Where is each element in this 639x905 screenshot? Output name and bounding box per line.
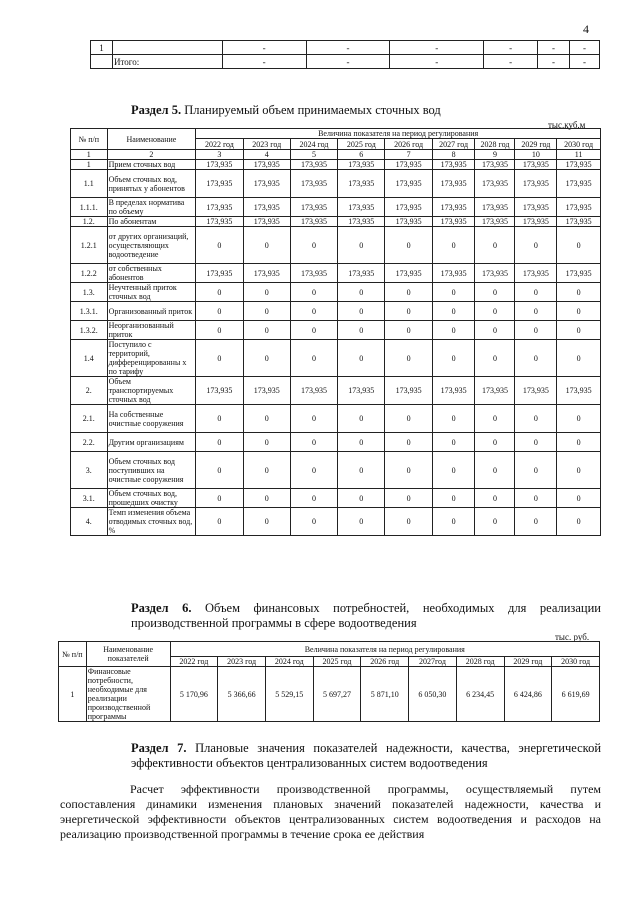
row-number: 3.1. [71, 489, 108, 508]
row-value: 0 [557, 508, 601, 536]
table-cell [112, 41, 222, 55]
row-value: 0 [290, 452, 337, 489]
row-value: 173,935 [557, 377, 601, 405]
row-name: Организованный приток [107, 302, 196, 321]
header-col-number: 1 [71, 150, 108, 160]
table-cell: - [484, 55, 538, 69]
section5-unit: тыс.куб.м [548, 120, 586, 130]
row-value: 0 [515, 321, 557, 340]
row-value: 173,935 [243, 377, 290, 405]
row-name: от собственных абонентов [107, 264, 196, 283]
row-value: 173,935 [290, 264, 337, 283]
row-value: 173,935 [432, 377, 475, 405]
header-year: 2028 год [456, 657, 504, 667]
header-year: 2023 год [243, 139, 290, 150]
row-number: 2. [71, 377, 108, 405]
header-num: № п/п [59, 642, 87, 667]
row-value: 0 [557, 340, 601, 377]
row-name: Поступило с территорий, дифференцированны х по тарифу [107, 340, 196, 377]
row-value: 0 [385, 508, 432, 536]
row-value: 173,935 [432, 198, 475, 217]
table-row [71, 452, 601, 489]
row-value: 173,935 [338, 217, 385, 227]
row-value: 0 [475, 321, 515, 340]
row-value: 0 [557, 227, 601, 264]
row-value: 6 234,45 [456, 667, 504, 722]
table-cell: - [390, 55, 484, 69]
row-value: 6 619,69 [552, 667, 600, 722]
row-value: 0 [515, 340, 557, 377]
row-name: Финансовые потребности, необходимые для реализации производственной программы [86, 667, 170, 722]
row-value: 0 [196, 340, 243, 377]
header-year: 2029 год [515, 139, 557, 150]
row-value: 173,935 [243, 264, 290, 283]
row-value: 173,935 [475, 160, 515, 170]
row-name: Объем сточных вод, прошедших очистку [107, 489, 196, 508]
row-number: 1.1.1. [71, 198, 108, 217]
row-value: 0 [432, 227, 475, 264]
row-value: 0 [338, 340, 385, 377]
table-row [71, 340, 601, 377]
row-number: 1.4 [71, 340, 108, 377]
row-value: 173,935 [515, 217, 557, 227]
row-value: 0 [290, 283, 337, 302]
header-year: 2030 год [557, 139, 601, 150]
table-cell: - [306, 41, 390, 55]
row-value: 0 [196, 283, 243, 302]
row-value: 0 [290, 489, 337, 508]
table-cell: - [222, 41, 306, 55]
row-value: 0 [196, 227, 243, 264]
row-number: 1.3.2. [71, 321, 108, 340]
row-name: Прием сточных вод [107, 160, 196, 170]
row-value: 0 [475, 302, 515, 321]
header-num: № п/п [71, 129, 108, 150]
row-value: 0 [475, 489, 515, 508]
table-cell: - [222, 55, 306, 69]
header-col-number: 3 [196, 150, 243, 160]
row-value: 0 [385, 452, 432, 489]
header-year: 2027 год [432, 139, 475, 150]
row-value: 0 [475, 452, 515, 489]
section7-label: Раздел 7. [131, 741, 187, 755]
row-value: 0 [557, 321, 601, 340]
table-row [71, 377, 601, 405]
row-value: 173,935 [243, 170, 290, 198]
row-number: 1 [71, 160, 108, 170]
row-value: 0 [196, 405, 243, 433]
table-cell: 1 [91, 41, 113, 55]
row-value: 0 [196, 302, 243, 321]
header-col-number: 4 [243, 150, 290, 160]
row-value: 0 [432, 452, 475, 489]
row-value: 0 [338, 405, 385, 433]
header-year: 2023 год [218, 657, 266, 667]
header-col-number: 7 [385, 150, 432, 160]
row-value: 173,935 [243, 198, 290, 217]
section7-heading [131, 741, 601, 771]
row-name: По абонентам [107, 217, 196, 227]
row-value: 0 [385, 489, 432, 508]
row-value: 0 [515, 405, 557, 433]
row-value: 0 [243, 489, 290, 508]
row-value: 0 [557, 283, 601, 302]
row-value: 5 170,96 [170, 667, 218, 722]
header-col-number: 8 [432, 150, 475, 160]
row-number: 3. [71, 452, 108, 489]
row-value: 6 050,30 [409, 667, 457, 722]
row-value: 0 [515, 433, 557, 452]
row-value: 173,935 [475, 217, 515, 227]
section6-label: Раздел 6. [131, 601, 192, 615]
table-cell: - [570, 41, 600, 55]
row-value: 173,935 [432, 170, 475, 198]
header-year: 2025 год [338, 139, 385, 150]
row-number: 4. [71, 508, 108, 536]
row-value: 0 [515, 508, 557, 536]
row-value: 0 [196, 508, 243, 536]
row-value: 0 [196, 433, 243, 452]
table-row [71, 198, 601, 217]
header-year: 2029 год [504, 657, 552, 667]
section6-heading [131, 601, 601, 631]
table-row [59, 667, 600, 722]
row-value: 173,935 [196, 217, 243, 227]
table-cell: - [570, 55, 600, 69]
row-value: 173,935 [385, 198, 432, 217]
row-value: 0 [338, 321, 385, 340]
header-group: Величина показателя на период регулирования [170, 642, 599, 657]
header-col-number: 5 [290, 150, 337, 160]
row-value: 0 [338, 433, 385, 452]
row-value: 0 [385, 340, 432, 377]
row-value: 0 [432, 340, 475, 377]
row-value: 173,935 [515, 264, 557, 283]
row-name: от других организаций, осуществляющих водоотведение [107, 227, 196, 264]
table-row [71, 489, 601, 508]
header-name: Наименование показателей [86, 642, 170, 667]
row-value: 0 [515, 452, 557, 489]
row-value: 173,935 [290, 198, 337, 217]
row-value: 0 [338, 489, 385, 508]
row-value: 0 [515, 283, 557, 302]
header-year: 2024 год [265, 657, 313, 667]
table-cell [91, 55, 113, 69]
row-name: Объем сточных вод, принятых у абонентов [107, 170, 196, 198]
row-name: В пределах норматива по объему [107, 198, 196, 217]
header-col-number: 9 [475, 150, 515, 160]
row-value: 173,935 [196, 198, 243, 217]
row-value: 6 424,86 [504, 667, 552, 722]
row-value: 173,935 [557, 170, 601, 198]
row-value: 173,935 [385, 217, 432, 227]
header-year: 2028 год [475, 139, 515, 150]
row-value: 0 [385, 227, 432, 264]
row-value: 173,935 [196, 377, 243, 405]
table-cell: Итого: [112, 55, 222, 69]
row-value: 173,935 [290, 217, 337, 227]
table-row [71, 433, 601, 452]
row-value: 0 [243, 340, 290, 377]
header-year: 2026 год [361, 657, 409, 667]
table-cell: - [306, 55, 390, 69]
efficiency-paragraph: Расчет эффективности производственной программы, осуществляемый путем сопоставления динамики изменения плановых значений показателей надежности, качества и энергетической эффективности объектов централизованных систем водоотведения и расходов на реализацию производственной программы в течение срока ее действия [60, 782, 601, 841]
row-value: 173,935 [515, 377, 557, 405]
row-value: 0 [338, 302, 385, 321]
row-name: Другим организациям [107, 433, 196, 452]
row-value: 173,935 [290, 377, 337, 405]
row-number: 1.3. [71, 283, 108, 302]
row-value: 0 [475, 283, 515, 302]
row-value: 0 [338, 508, 385, 536]
table-cell: - [538, 55, 570, 69]
row-value: 0 [196, 321, 243, 340]
row-value: 173,935 [338, 377, 385, 405]
row-value: 173,935 [243, 160, 290, 170]
row-value: 5 697,27 [313, 667, 361, 722]
row-value: 0 [196, 452, 243, 489]
row-value: 173,935 [515, 198, 557, 217]
row-number: 1.2.2 [71, 264, 108, 283]
row-value: 173,935 [338, 170, 385, 198]
row-value: 0 [385, 302, 432, 321]
row-value: 0 [432, 508, 475, 536]
header-col-number: 2 [107, 150, 196, 160]
row-value: 0 [243, 321, 290, 340]
row-value: 5 529,15 [265, 667, 313, 722]
row-value: 173,935 [243, 217, 290, 227]
row-value: 173,935 [557, 217, 601, 227]
row-value: 0 [515, 227, 557, 264]
row-value: 0 [243, 508, 290, 536]
header-year: 2027год [409, 657, 457, 667]
row-name: Темп изменения объема отводимых сточных вод, % [107, 508, 196, 536]
row-value: 0 [385, 321, 432, 340]
header-year: 2022 год [170, 657, 218, 667]
table-row [91, 41, 600, 55]
row-value: 5 366,66 [218, 667, 266, 722]
row-value: 0 [515, 489, 557, 508]
table-row [71, 302, 601, 321]
row-name: Неорганизованный приток [107, 321, 196, 340]
row-value: 0 [290, 340, 337, 377]
row-value: 0 [290, 321, 337, 340]
row-value: 0 [557, 405, 601, 433]
row-value: 173,935 [475, 198, 515, 217]
row-value: 173,935 [290, 170, 337, 198]
row-value: 173,935 [432, 160, 475, 170]
row-value: 0 [290, 227, 337, 264]
table-row [71, 321, 601, 340]
header-group: Величина показателя на период регулирования [196, 129, 601, 139]
row-value: 173,935 [338, 264, 385, 283]
table-row [71, 283, 601, 302]
row-name: Объем сточных вод поступивших на очистные сооружения [107, 452, 196, 489]
row-value: 0 [290, 508, 337, 536]
header-name: Наименование [107, 129, 196, 150]
table-row [71, 405, 601, 433]
row-value: 173,935 [385, 160, 432, 170]
row-number: 2.1. [71, 405, 108, 433]
row-value: 173,935 [475, 264, 515, 283]
row-value: 173,935 [557, 160, 601, 170]
row-value: 0 [196, 489, 243, 508]
row-value: 0 [475, 508, 515, 536]
section5-heading [131, 103, 441, 118]
row-value: 173,935 [196, 264, 243, 283]
row-value: 0 [338, 283, 385, 302]
table-row [71, 170, 601, 198]
header-col-number: 11 [557, 150, 601, 160]
table-cell: - [390, 41, 484, 55]
row-value: 173,935 [475, 377, 515, 405]
row-value: 173,935 [515, 160, 557, 170]
header-col-number: 10 [515, 150, 557, 160]
header-col-number: 6 [338, 150, 385, 160]
row-value: 0 [385, 433, 432, 452]
row-value: 0 [475, 340, 515, 377]
row-value: 0 [385, 283, 432, 302]
row-value: 173,935 [432, 264, 475, 283]
row-value: 173,935 [385, 264, 432, 283]
row-value: 0 [557, 433, 601, 452]
row-value: 0 [515, 302, 557, 321]
row-number: 1.2.1 [71, 227, 108, 264]
row-value: 0 [290, 433, 337, 452]
header-year: 2022 год [196, 139, 243, 150]
table-row [71, 217, 601, 227]
section6-table [58, 641, 600, 722]
row-value: 0 [557, 302, 601, 321]
row-value: 0 [557, 452, 601, 489]
row-value: 173,935 [338, 160, 385, 170]
table-row [71, 508, 601, 536]
row-value: 173,935 [432, 217, 475, 227]
section5-table [70, 128, 601, 536]
row-value: 0 [290, 405, 337, 433]
section7-title: Плановые значения показателей надежности, качества, энергетической эффективности объектов централизованных систем водоотведения [131, 741, 602, 770]
row-value: 173,935 [338, 198, 385, 217]
row-value: 0 [557, 489, 601, 508]
table-cell: - [484, 41, 538, 55]
row-value: 0 [432, 321, 475, 340]
row-value: 173,935 [475, 170, 515, 198]
row-value: 5 871,10 [361, 667, 409, 722]
row-value: 173,935 [557, 264, 601, 283]
header-year: 2025 год [313, 657, 361, 667]
row-value: 0 [243, 283, 290, 302]
top-table [90, 40, 600, 69]
table-row [71, 264, 601, 283]
section5-title: Планируемый объем принимаемых сточных вод [184, 103, 441, 117]
row-number: 1.3.1. [71, 302, 108, 321]
section6-title: Объем финансовых потребностей, необходимых для реализации производственной программы в сфере водоотведения [131, 601, 601, 630]
row-value: 0 [338, 452, 385, 489]
page-number: 4 [583, 22, 589, 36]
row-value: 173,935 [290, 160, 337, 170]
row-value: 0 [432, 489, 475, 508]
row-value: 173,935 [515, 170, 557, 198]
row-value: 0 [243, 302, 290, 321]
row-name: На собственные очистные сооружения [107, 405, 196, 433]
row-value: 0 [338, 227, 385, 264]
row-value: 0 [432, 283, 475, 302]
section5-label: Раздел 5. [131, 103, 182, 117]
header-year: 2030 год [552, 657, 600, 667]
row-value: 0 [475, 433, 515, 452]
row-value: 0 [385, 405, 432, 433]
row-name: Неучтенный приток сточных вод [107, 283, 196, 302]
table-row [71, 227, 601, 264]
row-value: 173,935 [385, 170, 432, 198]
row-value: 173,935 [385, 377, 432, 405]
row-name: Объем транспортируемых сточных вод [107, 377, 196, 405]
row-value: 173,935 [557, 198, 601, 217]
row-value: 0 [432, 302, 475, 321]
table-row [71, 160, 601, 170]
header-year: 2024 год [290, 139, 337, 150]
row-value: 173,935 [196, 160, 243, 170]
table-cell: - [538, 41, 570, 55]
row-value: 0 [243, 433, 290, 452]
header-year: 2026 год [385, 139, 432, 150]
row-number: 1.1 [71, 170, 108, 198]
row-number: 1.2. [71, 217, 108, 227]
row-number: 1 [59, 667, 87, 722]
row-value: 0 [475, 227, 515, 264]
section6-unit: тыс. руб. [555, 632, 590, 642]
row-value: 0 [432, 405, 475, 433]
row-value: 0 [290, 302, 337, 321]
row-value: 173,935 [196, 170, 243, 198]
row-value: 0 [243, 405, 290, 433]
row-value: 0 [432, 433, 475, 452]
row-value: 0 [475, 405, 515, 433]
row-value: 0 [243, 452, 290, 489]
table-row [91, 55, 600, 69]
row-value: 0 [243, 227, 290, 264]
row-number: 2.2. [71, 433, 108, 452]
